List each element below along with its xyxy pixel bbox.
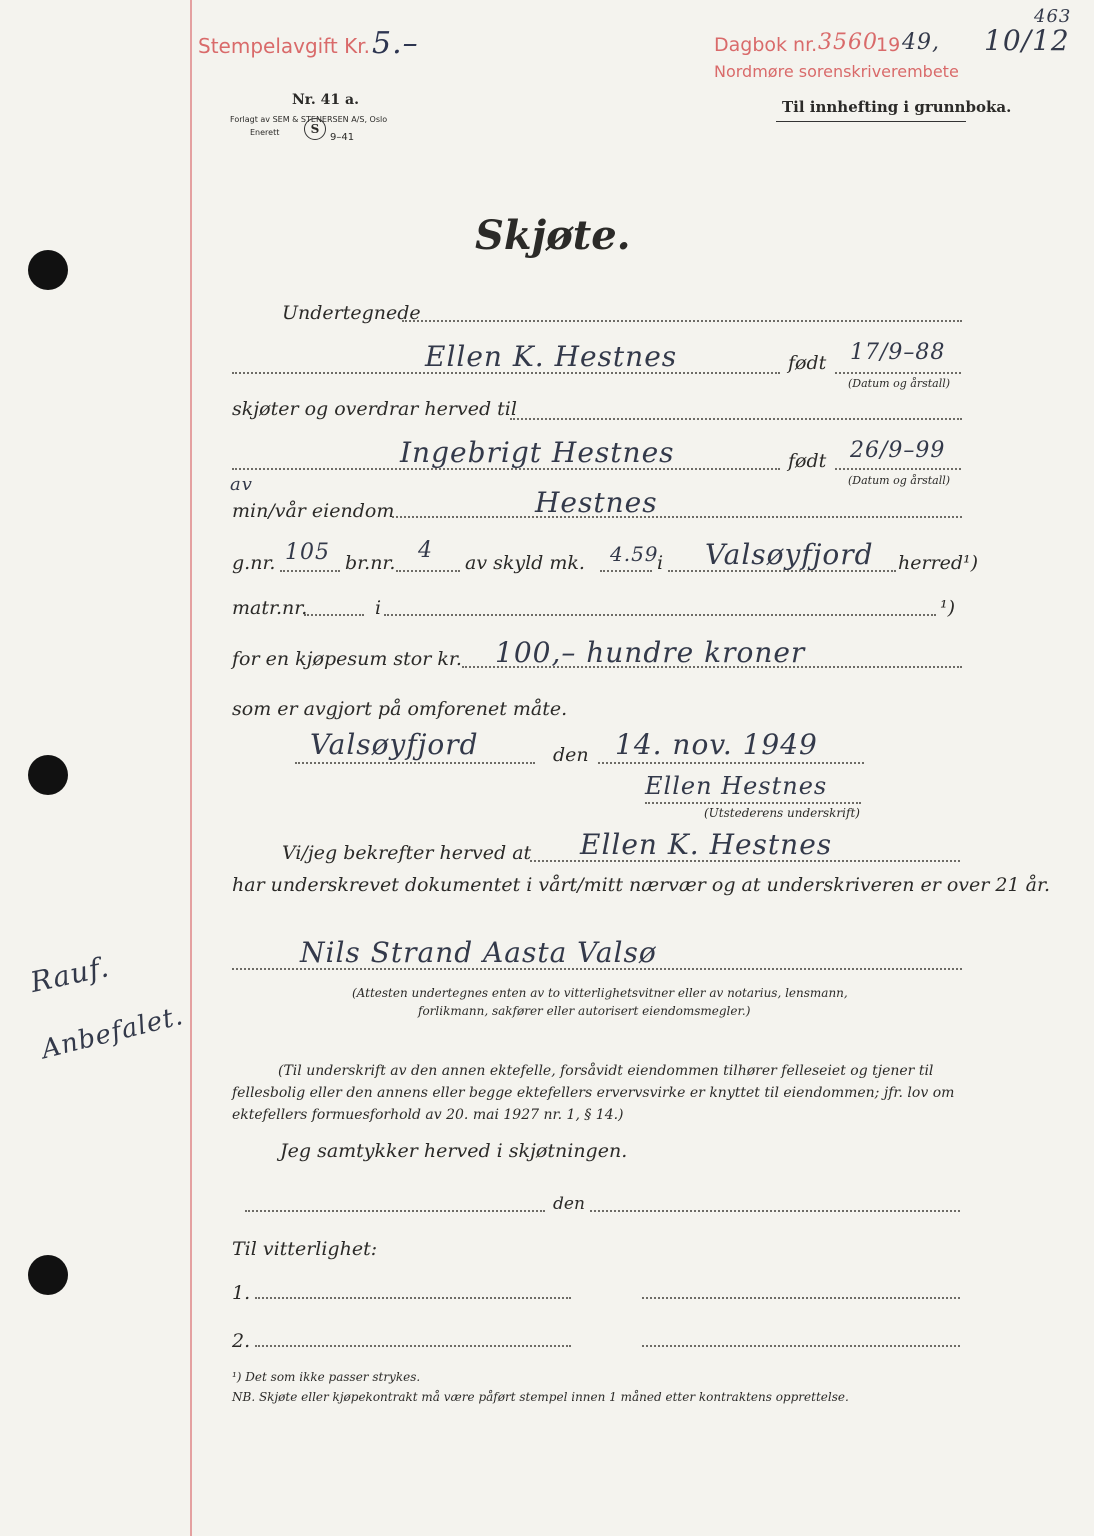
confirm-text: har underskrevet dokumentet i vårt/mitt nærvær og at underskriveren er over 21 år. bbox=[232, 874, 1050, 896]
form-number: Nr. 41 a. bbox=[292, 92, 359, 108]
dotted-line bbox=[462, 666, 962, 668]
dotted-line bbox=[384, 614, 936, 616]
dotted-line bbox=[600, 570, 652, 572]
diary-date: 10/12 bbox=[984, 24, 1070, 57]
conveys-label: skjøter og overdrar herved til bbox=[232, 398, 517, 420]
bnr-value: 4 bbox=[418, 538, 433, 563]
binder-hole bbox=[28, 755, 68, 795]
publisher-logo-icon: S bbox=[304, 118, 326, 140]
dotted-line bbox=[304, 614, 364, 616]
av-note: av bbox=[230, 474, 253, 495]
dotted-line bbox=[835, 468, 961, 470]
price-label: for en kjøpesum stor kr. bbox=[232, 648, 462, 670]
property-name: Hestnes bbox=[535, 486, 658, 519]
date-hint: (Datum og årstall) bbox=[848, 377, 951, 390]
document-title: Skjøte. bbox=[475, 212, 631, 259]
office-stamp: Nordmøre sorenskriverembete bbox=[714, 62, 959, 81]
issuer-signature: Ellen Hestnes bbox=[645, 772, 828, 800]
settled-label: som er avgjort på omforenet måte. bbox=[232, 698, 568, 720]
place: Valsøyfjord bbox=[310, 728, 479, 761]
consent-den: den bbox=[553, 1194, 585, 1214]
publisher-code: 9–41 bbox=[330, 132, 355, 143]
dotted-line bbox=[590, 1210, 960, 1212]
seller-born-label: født bbox=[788, 352, 827, 374]
stamp-fee-label: Stempelavgift Kr. bbox=[198, 34, 370, 58]
seller-name: Ellen K. Hestnes bbox=[425, 340, 678, 373]
bnr-label: br.nr. bbox=[345, 552, 396, 574]
gnr-label: g.nr. bbox=[232, 552, 276, 574]
confirm-label: Vi/jeg bekrefter herved at bbox=[282, 842, 532, 864]
dotted-line bbox=[255, 1345, 571, 1347]
dotted-line bbox=[835, 372, 961, 374]
price-value: 100,– hundre kroner bbox=[495, 636, 806, 669]
signature-caption: (Utstederens underskrift) bbox=[704, 806, 860, 820]
dotted-line bbox=[642, 1345, 960, 1347]
dotted-line bbox=[245, 1210, 545, 1212]
dotted-line bbox=[645, 802, 861, 804]
skyld-label: av skyld mk. bbox=[465, 552, 585, 574]
i-label: i bbox=[657, 552, 664, 574]
margin-note-line1: Rauf. bbox=[27, 950, 113, 999]
diary-number: 3560 bbox=[818, 30, 878, 55]
footnote-1: ¹) Det som ikke passer strykes. bbox=[232, 1370, 421, 1384]
undersigned-label: Undertegnede bbox=[282, 302, 421, 324]
dotted-line bbox=[510, 418, 962, 420]
margin-rule bbox=[190, 0, 192, 1536]
dotted-line bbox=[396, 570, 460, 572]
page-number: 463 bbox=[1034, 6, 1072, 27]
witness-1-label: 1. bbox=[232, 1282, 251, 1304]
dotted-line bbox=[255, 1297, 571, 1299]
footnote-2: NB. Skjøte eller kjøpekontrakt må være påført stempel innen 1 måned etter kontraktens opprettelse. bbox=[232, 1390, 849, 1404]
spouse-note: (Til underskrift av den annen ektefelle, forsåvidt eiendommen tilhører felleseiet og tjener til fellesbolig eller den annens eller begge ektefellers ervervsvirke er knyttet til eiendommen; jfr. lov om ektefellers formuesforhold av 20. mai 1927 nr. 1, § 14.) bbox=[232, 1063, 955, 1123]
margin-note-line2: Anbefalet. bbox=[38, 1000, 187, 1066]
witness-signatures: Nils Strand Aasta Valsø bbox=[300, 936, 657, 969]
dotted-line bbox=[232, 968, 962, 970]
dotted-line bbox=[668, 570, 896, 572]
witness-note-line2: forlikmann, sakfører eller autorisert eiendomsmegler.) bbox=[418, 1004, 751, 1018]
seller-born: 17/9–88 bbox=[850, 340, 946, 365]
date: 14. nov. 1949 bbox=[615, 728, 818, 761]
herred-label: herred¹) bbox=[898, 552, 979, 574]
gnr-value: 105 bbox=[285, 540, 330, 565]
matr-label: matr.nr. bbox=[232, 597, 308, 619]
diary-year-prefix: 19 bbox=[876, 34, 901, 56]
filing-underline bbox=[776, 121, 966, 122]
den-label: den bbox=[553, 744, 589, 766]
witness-label: Til vitterlighet: bbox=[232, 1238, 378, 1260]
confirm-name: Ellen K. Hestnes bbox=[580, 828, 833, 861]
diary-label: Dagbok nr. bbox=[714, 34, 818, 56]
dotted-line bbox=[295, 762, 535, 764]
publisher-line: Forlagt av SEM & STENERSEN A/S, Oslo bbox=[230, 115, 388, 124]
footnote-ref: ¹) bbox=[940, 597, 956, 619]
binder-hole bbox=[28, 250, 68, 290]
dotted-line bbox=[530, 860, 960, 862]
consent-text: Jeg samtykker herved i skjøtningen. bbox=[280, 1140, 628, 1162]
witness-2-label: 2. bbox=[232, 1330, 251, 1352]
diary-year-suffix: 49, bbox=[902, 30, 940, 55]
dotted-line bbox=[232, 372, 780, 374]
filing-note: Til innhefting i grunnboka. bbox=[782, 98, 1012, 116]
dotted-line bbox=[232, 468, 780, 470]
buyer-born: 26/9–99 bbox=[850, 438, 946, 463]
property-label: min/vår eiendom bbox=[232, 500, 395, 522]
binder-hole bbox=[28, 1255, 68, 1295]
dotted-line bbox=[402, 320, 962, 322]
municipality: Valsøyfjord bbox=[705, 538, 874, 571]
dotted-line bbox=[642, 1297, 960, 1299]
matr-i-label: i bbox=[375, 597, 382, 619]
buyer-born-label: født bbox=[788, 450, 827, 472]
dotted-line bbox=[392, 516, 962, 518]
dotted-line bbox=[280, 570, 340, 572]
skyld-value: 4.59 bbox=[610, 542, 659, 566]
dotted-line bbox=[598, 762, 864, 764]
witness-note-line1: (Attesten undertegnes enten av to vitterlighetsvitner eller av notarius, lensmann, bbox=[352, 986, 848, 1000]
stamp-fee-value: 5.– bbox=[372, 26, 419, 61]
buyer-name: Ingebrigt Hestnes bbox=[400, 436, 675, 469]
publisher-enerett: Enerett bbox=[250, 128, 280, 137]
date-hint: (Datum og årstall) bbox=[848, 474, 951, 487]
